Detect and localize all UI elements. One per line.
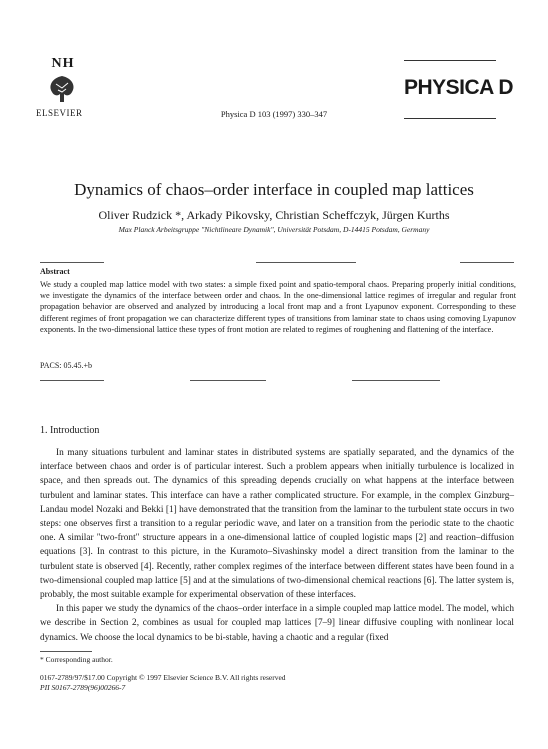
body-paragraph: In many situations turbulent and laminar states in distributed systems are spatially separated, and the dynamics of the interface between chaos and order is of particular interest. Such a problem appears when initially turbulence is localized in space, and then spreads out. The dynamics of this spreading depends crucially on what happens at the interface between turbulent and laminar states. This interface can have a rather complicated structure. For example, in the complex Ginzburg–Landau model Nozaki and Bekki [1] have demonstrated that the transition from the laminar to the turbulent state occurs in two steps: one observes first a transition to a regular periodic wave, and later on a transition from the periodic state to the chaotic one. A similar "two-front" structure appears in a one-dimensional lattice of coupled logistic maps [2] and reaction–diffusion equations [3]. In contrast to this picture, in the Kuramoto–Sivashinsky model a direct transition from the laminar to the turbulent state is observed [4]. Recently, rather complex regimes of the interface between different states have been found in a two-dimensional coupled map lattice [5] and at the simulations of two-dimensional chemical reactions [6]. The latter system is, probably, the most suitable example for experimental observation of these interfaces. — [40, 448, 514, 601]
abstract-text: We study a coupled map lattice model with two states: a simple fixed point and spatio-temporal chaos. Preparing properly initial conditions, we investigate the dynamics of the interface between order and chaos. In the one-dimensional lattice regimes of irregular and regular front propagation behavior are observed and analyzed by introducing a local front map and a front Lyapunov exponent. Corresponding to these different regimes of front propagation we can characterize different types of transitions from laminar state to chaos using comoving Lyapunov exponents. In the two-dimensional lattice these types of front motion are related to regimes of roughening and flattening of the interface. — [40, 280, 516, 334]
journal-rule-top — [404, 60, 496, 61]
publisher-mark: NH — [51, 56, 75, 71]
elsevier-tree-icon — [44, 74, 80, 104]
body-paragraph: In this paper we study the dynamics of the chaos–order interface in a simple coupled map lattice model. The model, which we describe in Section 2, combines as usual for coupled map lattices [7–9] linear diffusive coupling with nonlinear local dynamics. We choose the local dynamics to be bi-stable, having a chaotic and a regular (fixed — [40, 604, 514, 643]
publisher-name: ELSEVIER — [36, 108, 83, 118]
journal-name: PHYSICA D — [404, 76, 514, 99]
article-authors: Oliver Rudzick *, Arkady Pikovsky, Christian Scheffczyk, Jürgen Kurths — [98, 208, 450, 222]
section-rule-left — [40, 380, 104, 381]
section-heading: 1. Introduction — [40, 425, 100, 436]
footnote-text: * Corresponding author. — [40, 655, 113, 664]
abstract-rule-right — [460, 262, 514, 263]
article-title: Dynamics of chaos–order interface in coupled map lattices — [74, 180, 474, 199]
section-body — [40, 446, 514, 645]
abstract-rule-left — [40, 262, 104, 263]
article-affiliation: Max Planck Arbeitsgruppe "Nichtlineare Dynamik", Universität Potsdam, D-14415 Potsdam, Germany — [118, 225, 430, 234]
journal-rule-bottom — [404, 118, 496, 119]
journal-reference: Physica D 103 (1997) 330–347 — [220, 109, 328, 119]
abstract-heading: Abstract — [40, 267, 70, 276]
pacs-codes: PACS: 05.45.+b — [40, 361, 93, 370]
footnote-rule — [40, 651, 92, 652]
abstract-rule-center — [256, 262, 356, 263]
section-rule-center — [190, 380, 266, 381]
copyright-line: 0167-2789/97/$17.00 Copyright © 1997 Elsevier Science B.V. All rights reserved — [40, 673, 286, 682]
section-rule-right — [352, 380, 440, 381]
pii-line: PII S0167-2789(96)00266-7 — [40, 683, 126, 692]
